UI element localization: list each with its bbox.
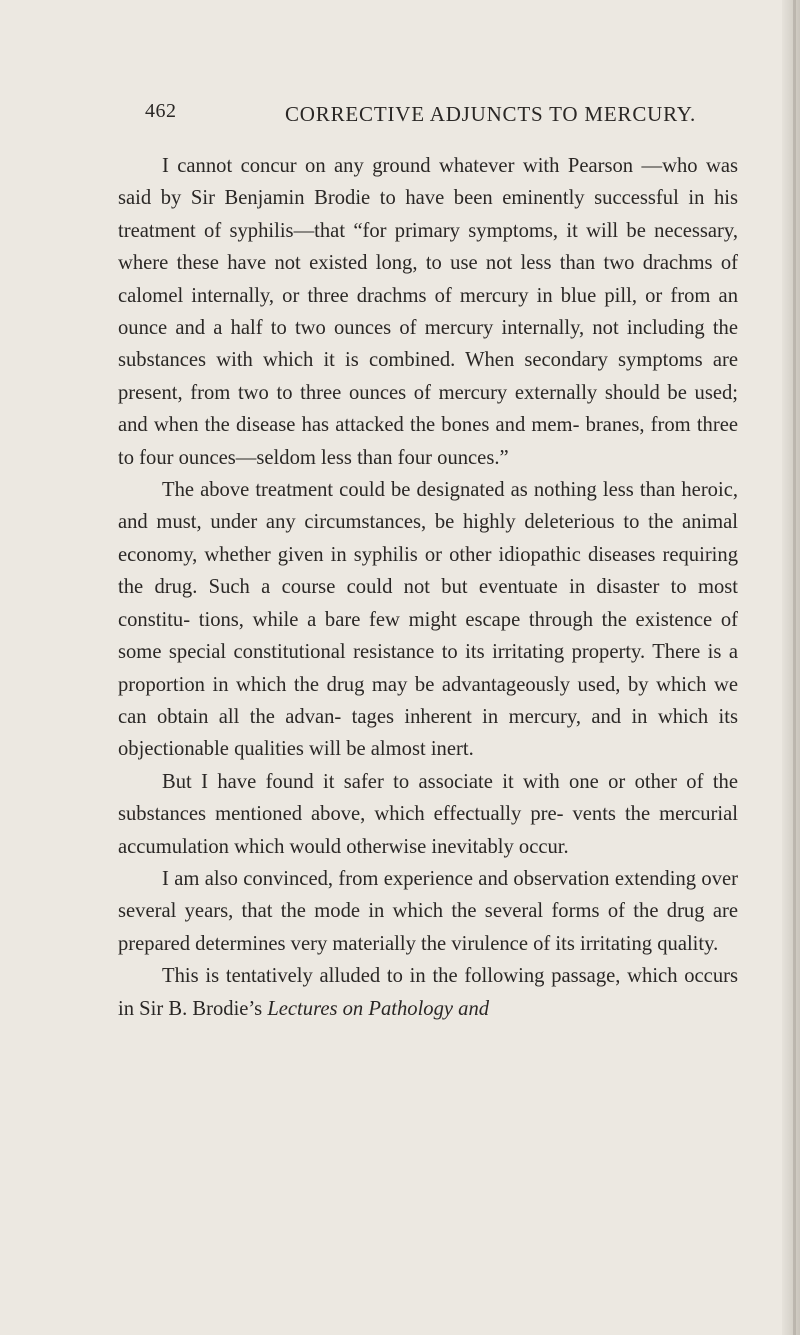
book-title-italic: Lectures on Pathology and	[267, 997, 490, 1020]
page-edge-shadow	[782, 0, 800, 1335]
paragraph-3: But I have found it safer to associate it with one or other of the substances mentioned above, which effectually pre- vents the mercurial accumulation which would otherwise inevitably occur.	[118, 770, 738, 858]
paragraph-2: The above treatment could be designated as nothing less than heroic, and must, under any circumstances, be highly deleterious to the animal economy, whether given in syphilis or other idiopathic diseases requiring the drug. Such a course could not but eventuate in disaster to most constitu- tions, while a bare few might escape through the existence of some special constitutional resistance to its irritating property. There is a proportion in which the drug may be advantageously used, by which we can obtain all the advan- tages inherent in mercury, and in which its objectionable qualities will be almost inert.	[118, 479, 738, 761]
paragraph-5-text: This is tentatively alluded to in the following passage, which occurs in Sir B. Brodie’s	[118, 965, 738, 1020]
running-head: CORRECTIVE ADJUNCTS TO MERCURY.	[285, 102, 697, 126]
page-header	[145, 100, 705, 130]
body-text	[118, 150, 738, 1025]
page-edge-line	[793, 0, 796, 1335]
page-number: 462	[145, 100, 177, 122]
paragraph-5	[118, 960, 738, 1025]
paragraph-4: I am also convinced, from experience and observation extending over several years, that the mode in which the several forms of the drug are prepared determines very materially the virulence of its irritating quality.	[118, 867, 738, 955]
paragraph-1: I cannot concur on any ground whatever with Pearson —who was said by Sir Benjamin Brodie to have been eminently successful in his treatment of syphilis—that “for primary symptoms, it will be necessary, where these have not existed long, to use not less than two drachms of calomel internally, or three drachms of mercury in blue pill, or from an ounce and a half to two ounces of mercury internally, not including the substances with which it is combined. When secondary symptoms are present, from two to three ounces of mercury externally should be used; and when the disease has attacked the bones and mem- branes, from three to four ounces—seldom less than four ounces.”	[118, 155, 738, 469]
